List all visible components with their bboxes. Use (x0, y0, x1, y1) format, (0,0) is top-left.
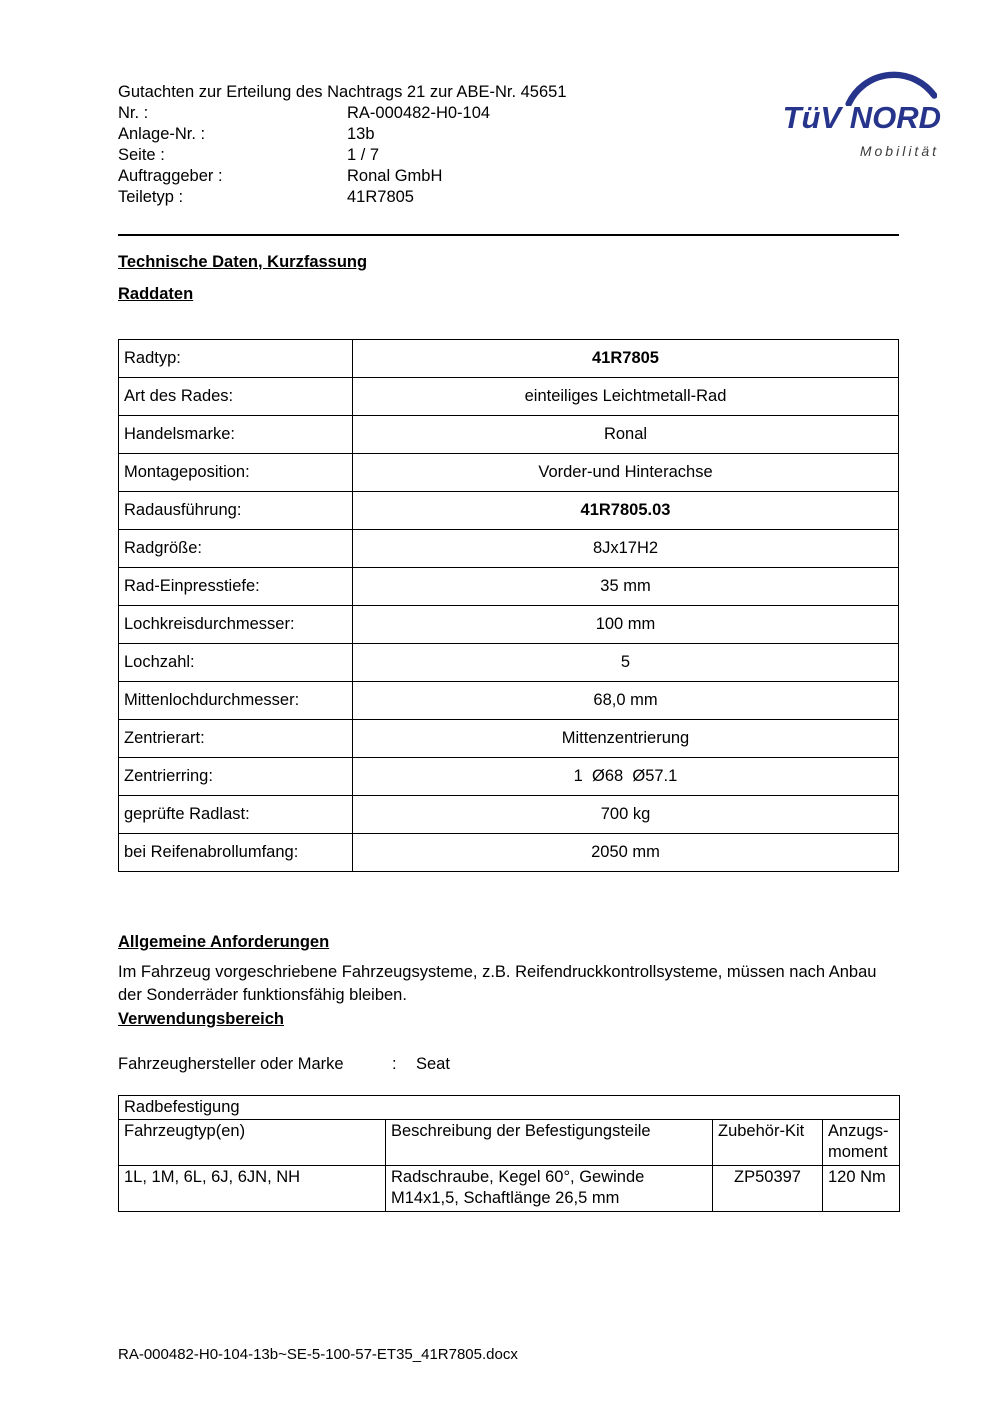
field-value: Ronal GmbH (347, 167, 443, 185)
field-label: Nr. : (118, 104, 149, 122)
document-title: Gutachten zur Erteilung des Nachtrags 21 zur ABE-Nr. 45651 (118, 83, 567, 101)
table-row (119, 644, 899, 682)
field-label: Teiletyp : (118, 188, 184, 206)
header-field-teiletyp (118, 187, 899, 208)
table-row (119, 568, 899, 606)
cell-anzugsmoment: 120 Nm (823, 1166, 900, 1212)
cell-beschreibung: Radschraube, Kegel 60°, Gewinde M14x1,5, Schaftlänge 26,5 mm (386, 1166, 713, 1212)
raddaten-value: Mittenzentrierung (353, 720, 899, 758)
raddaten-value: Ronal (353, 416, 899, 454)
raddaten-value: 700 kg (353, 796, 899, 834)
radbefestigung-title: Radbefestigung (119, 1096, 900, 1120)
table-row (119, 378, 899, 416)
fahrzeughersteller-value: Seat (416, 1055, 450, 1073)
raddaten-label: Art des Rades: (119, 378, 353, 416)
raddaten-label: bei Reifenabrollumfang: (119, 834, 353, 872)
table-row (119, 682, 899, 720)
table-row (119, 1166, 900, 1212)
table-row (119, 454, 899, 492)
raddaten-value: 35 mm (353, 568, 899, 606)
allgemeine-anforderungen-text: Im Fahrzeug vorgeschriebene Fahrzeugsysteme, z.B. Reifendruckkontrollsysteme, müssen nach Anbau der Sonderräder funktionsfähig bleiben. (118, 963, 877, 1004)
cell-fahrzeugtyp: 1L, 1M, 6L, 6J, 6JN, NH (119, 1166, 386, 1212)
raddaten-label: Radtyp: (119, 340, 353, 378)
fahrzeughersteller-label: Fahrzeughersteller oder Marke (118, 1055, 344, 1073)
section-heading-raddaten: Raddaten (118, 285, 194, 303)
field-value: 1 / 7 (347, 146, 380, 164)
section-heading-verwendungsbereich: Verwendungsbereich (118, 1010, 284, 1028)
table-row (119, 340, 899, 378)
raddaten-value: 2050 mm (353, 834, 899, 872)
field-label: Seite : (118, 146, 165, 164)
table-row (119, 606, 899, 644)
raddaten-label: Mittenlochdurchmesser: (119, 682, 353, 720)
table-row (119, 796, 899, 834)
raddaten-label: Lochzahl: (119, 644, 353, 682)
fahrzeughersteller-line (118, 1054, 899, 1075)
logo-brand-text: TüV NORD (782, 100, 941, 135)
page-content (118, 82, 899, 1212)
raddaten-value: 8Jx17H2 (353, 530, 899, 568)
raddaten-value: 1 Ø68 Ø57.1 (353, 758, 899, 796)
raddaten-label: Radgröße: (119, 530, 353, 568)
field-label: Auftraggeber : (118, 167, 223, 185)
raddaten-value: 100 mm (353, 606, 899, 644)
field-value: RA-000482-H0-104 (347, 104, 491, 122)
raddaten-label: Radausführung: (119, 492, 353, 530)
field-value: 13b (347, 125, 375, 143)
column-header-beschreibung: Beschreibung der Befestigungsteile (386, 1120, 713, 1166)
raddaten-label: Zentrierart: (119, 720, 353, 758)
table-row (119, 416, 899, 454)
header-field-nr (118, 103, 899, 124)
logo-tagline-text: Mobilität (859, 143, 939, 159)
field-value: 41R7805 (347, 188, 414, 206)
table-row (119, 758, 899, 796)
raddaten-label: Rad-Einpresstiefe: (119, 568, 353, 606)
footer-filename: RA-000482-H0-104-13b~SE-5-100-57-ET35_41R7805.docx (118, 1346, 518, 1363)
raddaten-label: Montageposition: (119, 454, 353, 492)
raddaten-value: 5 (353, 644, 899, 682)
column-header-anzugsmoment: Anzugs-moment (823, 1120, 900, 1166)
table-row (119, 834, 899, 872)
raddaten-label: Lochkreisdurchmesser: (119, 606, 353, 644)
header-field-seite (118, 145, 899, 166)
raddaten-value: einteiliges Leichtmetall-Rad (353, 378, 899, 416)
raddaten-value: 68,0 mm (353, 682, 899, 720)
cell-zubehoer-kit: ZP50397 (713, 1166, 823, 1212)
radbefestigung-table (118, 1095, 900, 1212)
header-field-auftraggeber (118, 166, 899, 187)
table-row (119, 492, 899, 530)
raddaten-label: Zentrierring: (119, 758, 353, 796)
table-header-row (119, 1120, 900, 1166)
column-header-fahrzeugtyp: Fahrzeugtyp(en) (119, 1120, 386, 1166)
raddaten-value: Vorder-und Hinterachse (353, 454, 899, 492)
table-row (119, 720, 899, 758)
header-field-anlage (118, 124, 899, 145)
raddaten-table (118, 339, 899, 872)
table-row (119, 530, 899, 568)
raddaten-value: 41R7805 (353, 340, 899, 378)
header-divider (118, 234, 899, 236)
column-header-zubehoer-kit: Zubehör-Kit (713, 1120, 823, 1166)
raddaten-value: 41R7805.03 (353, 492, 899, 530)
section-heading-technische-daten: Technische Daten, Kurzfassung (118, 253, 368, 271)
fahrzeughersteller-separator: : (392, 1055, 397, 1073)
section-heading-allgemeine-anforderungen: Allgemeine Anforderungen (118, 933, 330, 951)
raddaten-label: geprüfte Radlast: (119, 796, 353, 834)
table-row (119, 1096, 900, 1120)
field-label: Anlage-Nr. : (118, 125, 206, 143)
raddaten-label: Handelsmarke: (119, 416, 353, 454)
